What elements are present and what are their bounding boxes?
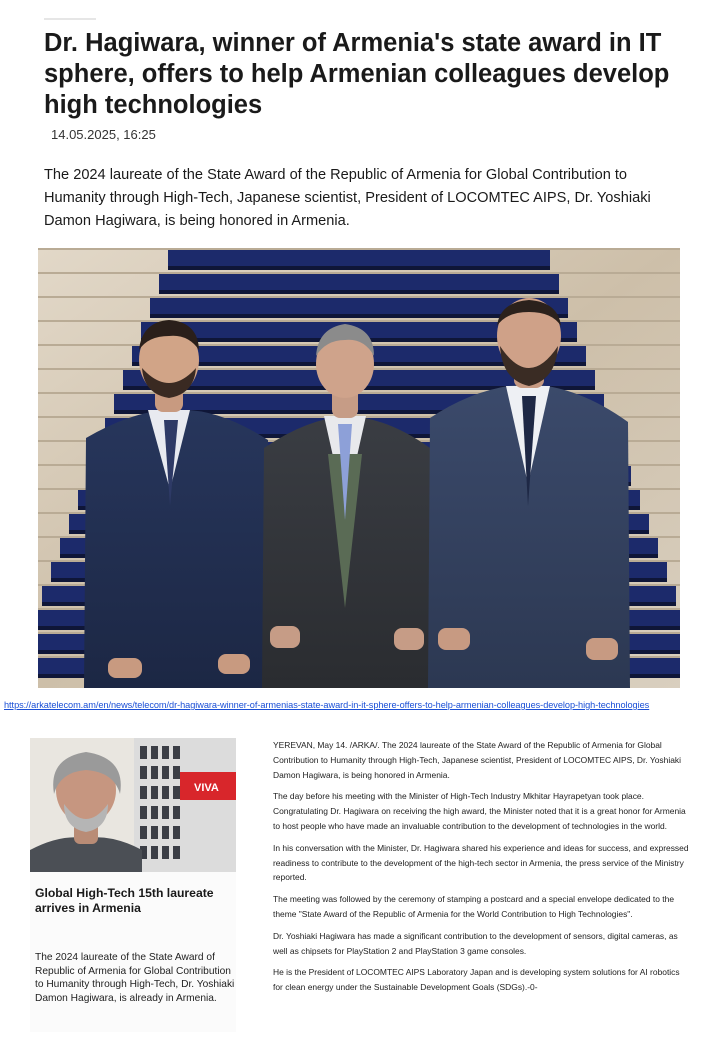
source-url-link[interactable]: https://arkatelecom.am/en/news/telecom/dr-hagiwara-winner-of-armenias-state-award-in-it-sphere-offers-to-help-armenian-colleagues-develop-high-technologies: [4, 700, 650, 710]
body-paragraph: He is the President of LOCOMTEC AIPS Laboratory Japan and is developing system solutions for AI robotics for clean energy under the Sustainable Development Goals (SDGs).-0-: [273, 967, 680, 993]
main-photo: [38, 248, 680, 688]
related-article-title[interactable]: Global High-Tech 15th laureate arrives in Armenia: [35, 886, 214, 915]
related-article-image[interactable]: [30, 738, 236, 872]
body-paragraph: The meeting was followed by the ceremony of stamping a postcard and a special envelope dedicated to the theme "State Award of the Republic of Armenia for the World Contribution to High Technologies".: [273, 894, 675, 919]
article-headline: Dr. Hagiwara, winner of Armenia's state award in IT sphere, offers to help Armenian colleagues develop high technologies: [44, 29, 670, 119]
sign-text: VIVA: [194, 782, 219, 794]
article-body: [273, 738, 691, 1002]
top-divider: [44, 18, 96, 20]
body-paragraph: In his conversation with the Minister, Dr. Hagiwara shared his experience and ideas for success, and expressed readiness to contribute to the development of the high-tech sector in Armenia, the press service of the Ministry reported.: [273, 842, 689, 883]
body-paragraph: Dr. Yoshiaki Hagiwara has made a significant contribution to the development of sensors, digital cameras, as well as chipsets for PlayStation 2 and PlayStation 3 game consoles.: [273, 930, 678, 956]
body-paragraph: The day before his meeting with the Minister of High-Tech Industry Mkhitar Hayrapetyan took place. Congratulating Dr. Hagiwara on receiving the high award, the Minister noted that it is a great honor for Armenia to host people who have made an invaluable contribution to the development of technologies in the world.: [273, 791, 686, 831]
article-lead: The 2024 laureate of the State Award of the Republic of Armenia for Global Contribution to Humanity through High-Tech, Japanese scientist, President of LOCOMTEC AIPS, Dr. Yoshiaki Damon Hagiwara, is being honored in Armenia.: [44, 167, 651, 229]
body-paragraph: YEREVAN, May 14. /ARKA/. The 2024 laureate of the State Award of the Republic of Armenia for Global Contribution to Humanity through High-Tech, Japanese scientist, President of LOCOMTEC AIPS, Dr. Yoshiaki Damon Hagiwara, is being honored in Armenia.: [273, 740, 682, 780]
article-date: 14.05.2025, 16:25: [51, 127, 156, 142]
related-article-card[interactable]: [30, 738, 236, 1032]
related-article-summary: The 2024 laureate of the State Award of Republic of Armenia for Global Contribution to Humanity through High-Tech, Dr. Yoshiaki Damon Hagiwara, is already in Armenia.: [35, 952, 235, 1005]
